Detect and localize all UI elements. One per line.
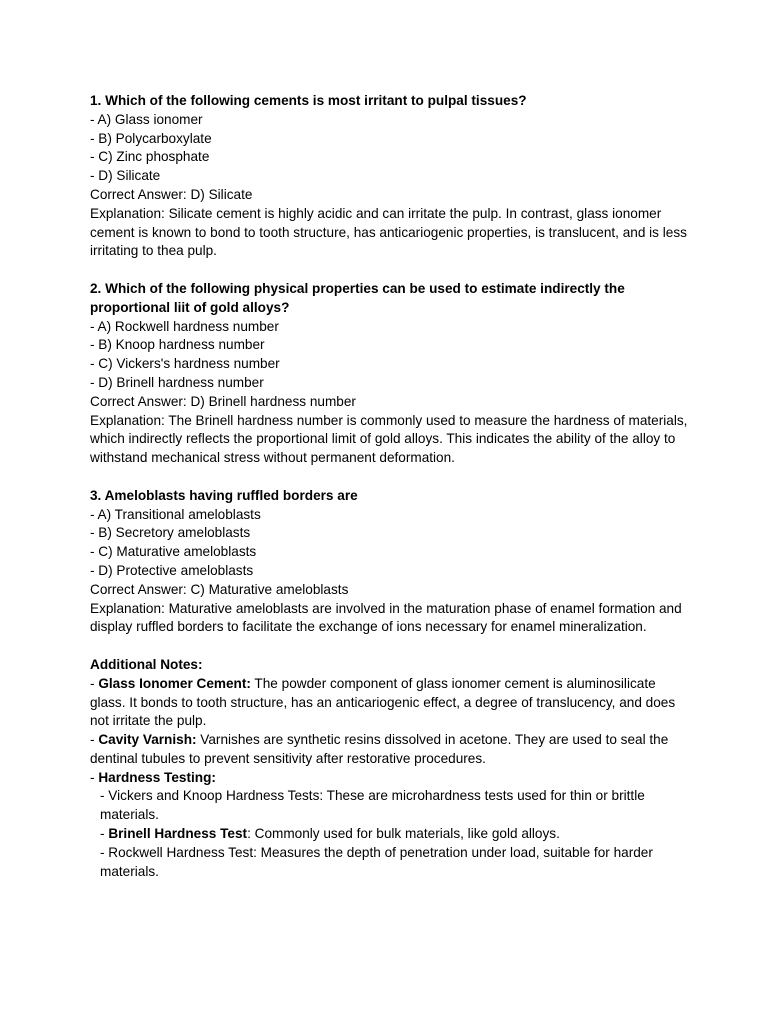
- option-b: - B) Polycarboxylate: [90, 130, 212, 146]
- note-rockwell: - Rockwell Hardness Test: Measures the depth of penetration under load, suitable for harder materials.: [100, 844, 653, 879]
- note-text: Varnishes are synthetic resins dissolved in acetone. They are used to seal the dentinal tubules to prevent sensitivity after restorative procedures.: [90, 732, 669, 766]
- option-d: - D) Protective ameloblasts: [90, 562, 254, 578]
- option-a: - A) Transitional ameloblasts: [90, 506, 261, 522]
- correct-answer: Correct Answer: C) Maturative ameloblasts: [90, 581, 349, 597]
- additional-notes: [90, 656, 690, 882]
- spacer: [90, 637, 690, 656]
- question-block: [90, 92, 690, 261]
- note-hardness-testing: [90, 769, 690, 788]
- bullet-dash: -: [100, 826, 109, 842]
- option-c: - C) Maturative ameloblasts: [90, 544, 257, 560]
- note-text: The powder component of glass ionomer cement is aluminosilicate glass. It bonds to tooth structure, has an anticariogenic effect, a degree of translucency, and does not irritate the pulp.: [90, 675, 676, 729]
- question-block: [90, 280, 690, 468]
- explanation: Explanation: The Brinell hardness number is commonly used to measure the hardness of materials, which indirectly reflects the proportional limit of gold alloys. This indicates the ability of the alloy to withstand mechanical stress without permanent deformation.: [90, 412, 688, 466]
- question-title: 2. Which of the following physical properties can be used to estimate indirectly the proportional liit of gold alloys?: [90, 280, 625, 315]
- question-title: 3. Ameloblasts having ruffled borders are: [90, 487, 358, 503]
- option-b: - B) Knoop hardness number: [90, 337, 265, 353]
- note-term: Glass Ionomer Cement:: [98, 675, 251, 691]
- note-term: Hardness Testing:: [98, 769, 216, 785]
- correct-answer: Correct Answer: D) Brinell hardness number: [90, 393, 356, 409]
- option-c: - C) Vickers's hardness number: [90, 356, 280, 372]
- note-cavity-varnish: [90, 731, 690, 769]
- option-b: - B) Secretory ameloblasts: [90, 525, 251, 541]
- note-term: Brinell Hardness Test: [108, 826, 248, 842]
- note-vickers-knoop: - Vickers and Knoop Hardness Tests: These are microhardness tests used for thin or brittle materials.: [100, 788, 645, 823]
- option-d: - D) Silicate: [90, 168, 161, 184]
- bullet-dash: -: [90, 732, 99, 748]
- explanation: Explanation: Silicate cement is highly acidic and can irritate the pulp. In contrast, glass ionomer cement is known to bond to tooth structure, has anticariogenic properties, is translucent, and is less irritating to thea pulp.: [90, 205, 687, 259]
- note-glass-ionomer: [90, 675, 690, 731]
- explanation: Explanation: Maturative ameloblasts are involved in the maturation phase of enamel formation and display ruffled borders to facilitate the exchange of ions necessary for enamel mineralization.: [90, 600, 682, 635]
- note-text: : Commonly used for bulk materials, like gold alloys.: [247, 826, 560, 842]
- bullet-dash: -: [90, 675, 99, 691]
- document-page: [90, 92, 690, 881]
- option-a: - A) Glass ionomer: [90, 111, 203, 127]
- bullet-dash: -: [90, 769, 99, 785]
- note-brinell: [90, 825, 690, 844]
- option-c: - C) Zinc phosphate: [90, 149, 210, 165]
- question-title: 1. Which of the following cements is most irritant to pulpal tissues?: [90, 93, 527, 108]
- correct-answer: Correct Answer: D) Silicate: [90, 186, 253, 202]
- spacer: [90, 261, 690, 280]
- notes-heading: Additional Notes:: [90, 656, 203, 672]
- question-block: [90, 487, 690, 637]
- note-term: Cavity Varnish:: [98, 732, 197, 748]
- spacer: [90, 468, 690, 487]
- option-d: - D) Brinell hardness number: [90, 374, 264, 390]
- option-a: - A) Rockwell hardness number: [90, 318, 279, 334]
